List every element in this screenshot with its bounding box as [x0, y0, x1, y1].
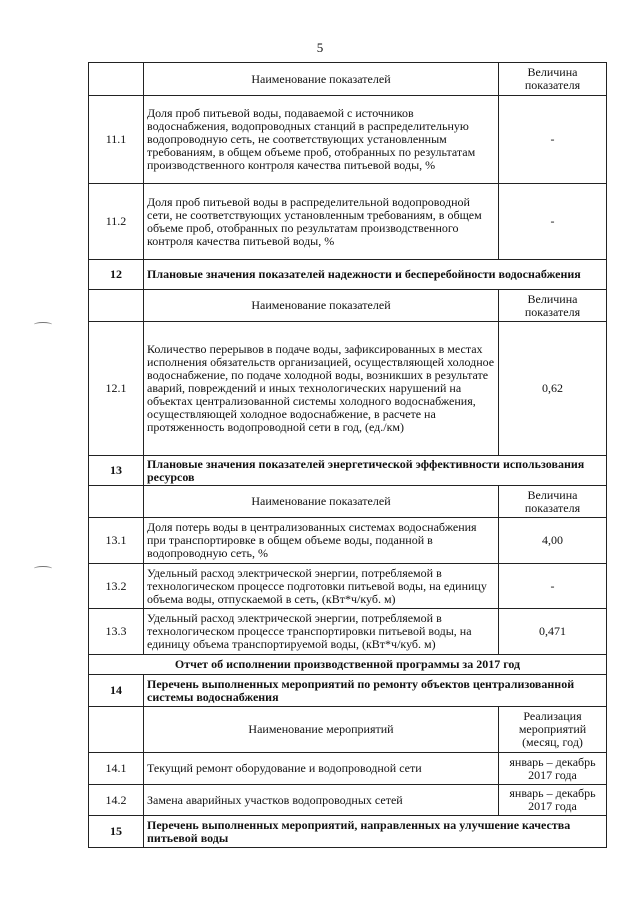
- header-name: Наименование показателей: [144, 63, 499, 96]
- header-value: Величина показателя: [499, 63, 607, 96]
- row-value: 4,00: [499, 518, 607, 564]
- section-number: 14: [89, 675, 144, 707]
- header-name: Наименование показателей: [144, 290, 499, 322]
- table-header-row: [89, 707, 607, 753]
- section-title: Перечень выполненных мероприятий по ремонту объектов централизованной системы водоснабжения: [144, 675, 607, 707]
- table-header-row: [89, 486, 607, 518]
- row-number: 11.2: [89, 184, 144, 260]
- header-value: Величина показателя: [499, 486, 607, 518]
- section-title: Плановые значения показателей надежности и бесперебойности водоснабжения: [144, 260, 607, 290]
- row-text: Доля проб питьевой воды, подаваемой с источников водоснабжения, водопроводных станций в распределительную водопроводную сеть, не соответствующих установленным требованиям, в общем объеме проб, отобранных по результатам производственного контроля качества питьевой воды, %: [144, 96, 499, 184]
- row-value: -: [499, 96, 607, 184]
- row-text: Удельный расход электрической энергии, потребляемой в технологическом процессе подготовки питьевой воды, на единицу объема воды, отпускаемой в сеть, (кВт*ч/куб. м): [144, 564, 499, 609]
- row-number: 14.2: [89, 785, 144, 816]
- table-row: [89, 184, 607, 260]
- section-row: [89, 675, 607, 707]
- table-row: [89, 609, 607, 655]
- header-value: Реализация мероприятий (месяц, год): [499, 707, 607, 753]
- table-row: [89, 564, 607, 609]
- report-title-row: [89, 655, 607, 675]
- table-header-row: [89, 63, 607, 96]
- report-title: Отчет об исполнении производственной программы за 2017 год: [89, 655, 607, 675]
- row-value: -: [499, 564, 607, 609]
- section-title: Плановые значения показателей энергетической эффективности использования ресурсов: [144, 456, 607, 486]
- section-row: [89, 456, 607, 486]
- table-row: [89, 753, 607, 785]
- section-number: 15: [89, 816, 144, 848]
- row-text: Текущий ремонт оборудование и водопроводной сети: [144, 753, 499, 785]
- row-value: январь – декабрь 2017 года: [499, 753, 607, 785]
- table-row: [89, 96, 607, 184]
- table-row: [89, 518, 607, 564]
- section-number: 12: [89, 260, 144, 290]
- row-number: 11.1: [89, 96, 144, 184]
- row-text: Замена аварийных участков водопроводных сетей: [144, 785, 499, 816]
- row-number: 12.1: [89, 322, 144, 456]
- row-number: 13.2: [89, 564, 144, 609]
- row-value: 0,62: [499, 322, 607, 456]
- margin-mark: [34, 322, 52, 327]
- row-text: Количество перерывов в подаче воды, зафиксированных в местах исполнения обязательств организацией, осуществляющей холодное водоснабжение, по подаче холодной воды, возникших в результате аварий, повреждений и иных технологических нарушений на объектах централизованной системы холодного водоснабжения, осуществляющей холодное водоснабжение, в расчете на протяженность водопроводной сети в год, (ед./км): [144, 322, 499, 456]
- row-value: -: [499, 184, 607, 260]
- page-number: 5: [316, 40, 324, 55]
- section-number: 13: [89, 456, 144, 486]
- margin-mark: [34, 566, 52, 571]
- header-name: Наименование показателей: [144, 486, 499, 518]
- table-header-row: [89, 290, 607, 322]
- table-row: [89, 785, 607, 816]
- section-row: [89, 816, 607, 848]
- table-row: [89, 322, 607, 456]
- section-row: [89, 260, 607, 290]
- header-value: Величина показателя: [499, 290, 607, 322]
- row-text: Удельный расход электрической энергии, потребляемой в технологическом процессе транспортировки питьевой воды, на единицу объема транспортируемой воды, (кВт*ч/куб. м): [144, 609, 499, 655]
- row-text: Доля проб питьевой воды в распределительной водопроводной сети, не соответствующих установленным требованиям, в общем объеме проб, отобранных по результатам производственного контроля качества питьевой воды, %: [144, 184, 499, 260]
- row-value: 0,471: [499, 609, 607, 655]
- indicators-table: [88, 62, 607, 848]
- row-text: Доля потерь воды в централизованных системах водоснабжения при транспортировке в общем объеме воды, поданной в водопроводную сеть, %: [144, 518, 499, 564]
- row-number: 13.3: [89, 609, 144, 655]
- section-title: Перечень выполненных мероприятий, направленных на улучшение качества питьевой воды: [144, 816, 607, 848]
- row-number: 14.1: [89, 753, 144, 785]
- header-name: Наименование мероприятий: [144, 707, 499, 753]
- row-number: 13.1: [89, 518, 144, 564]
- row-value: январь – декабрь 2017 года: [499, 785, 607, 816]
